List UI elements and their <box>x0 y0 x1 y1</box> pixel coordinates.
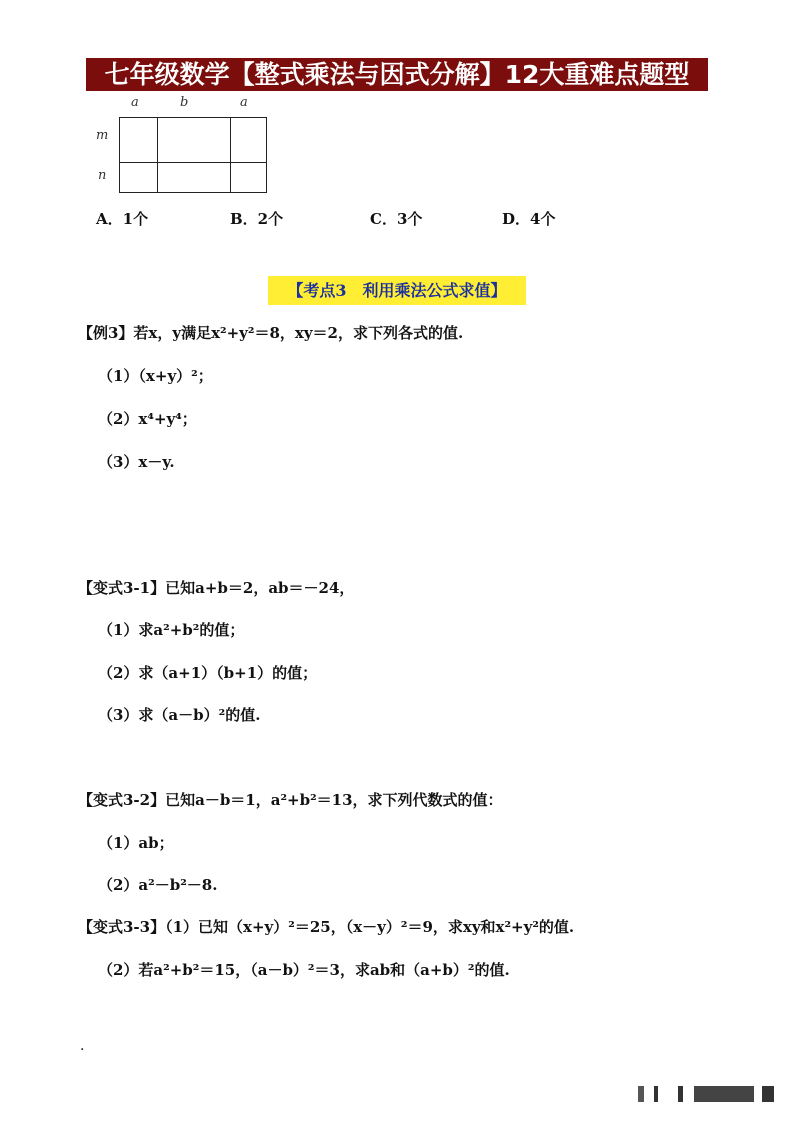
watermark-bar <box>694 1086 754 1102</box>
option-d: D．4个 <box>502 210 556 228</box>
section-heading: 【考点3 利用乘法公式求值】 <box>268 276 526 305</box>
variant-3-1-q3: （3）求（a－b）²的值. <box>98 706 261 724</box>
variant-3-1-stem: 【变式3-1】已知a+b＝2，ab＝－24， <box>78 579 355 597</box>
grid-divider <box>230 118 231 192</box>
variant-3-1-q1: （1）求a²+b²的值； <box>98 621 245 639</box>
grid-col-label-a2: a <box>240 95 248 110</box>
grid-divider <box>157 118 158 192</box>
watermark-bar <box>638 1086 644 1102</box>
variant-3-2-q2: （2）a²－b²－8. <box>98 876 218 894</box>
stray-dot: . <box>80 1038 85 1054</box>
rectangle-grid-figure <box>119 117 267 193</box>
grid-row-label-m: m <box>96 128 109 143</box>
example-3-q3: （3）x－y. <box>98 453 175 471</box>
watermark-bar <box>654 1086 658 1102</box>
variant-3-1-q2: （2）求（a+1）（b+1）的值； <box>98 664 318 682</box>
option-a: A．1个 <box>96 210 149 228</box>
example-3-q1: （1）（x+y）²； <box>98 367 213 385</box>
grid-row-label-n: n <box>98 168 107 183</box>
grid-divider <box>120 162 266 163</box>
watermark-bar <box>762 1086 774 1102</box>
grid-col-label-a1: a <box>131 95 139 110</box>
page-title-banner: 七年级数学【整式乘法与因式分解】12大重难点题型 <box>86 58 708 91</box>
variant-3-3-q2: （2）若a²+b²＝15，（a－b）²＝3，求ab和（a+b）²的值. <box>98 961 510 979</box>
watermark-bar <box>678 1086 683 1102</box>
variant-3-2-stem: 【变式3-2】已知a－b＝1，a²+b²＝13，求下列代数式的值： <box>78 791 503 809</box>
grid-col-label-b: b <box>180 95 189 110</box>
variant-3-2-q1: （1）ab； <box>98 834 174 852</box>
watermark-bars <box>638 1082 778 1104</box>
variant-3-3-stem: 【变式3-3】（1）已知（x+y）²＝25，（x－y）²＝9，求xy和x²+y²的值. <box>78 918 575 936</box>
option-c: C．3个 <box>370 210 423 228</box>
example-3-stem: 【例3】若x，y满足x²+y²＝8，xy＝2，求下列各式的值. <box>78 324 464 342</box>
example-3-q2: （2）x⁴+y⁴； <box>98 410 197 428</box>
option-b: B．2个 <box>230 210 284 228</box>
